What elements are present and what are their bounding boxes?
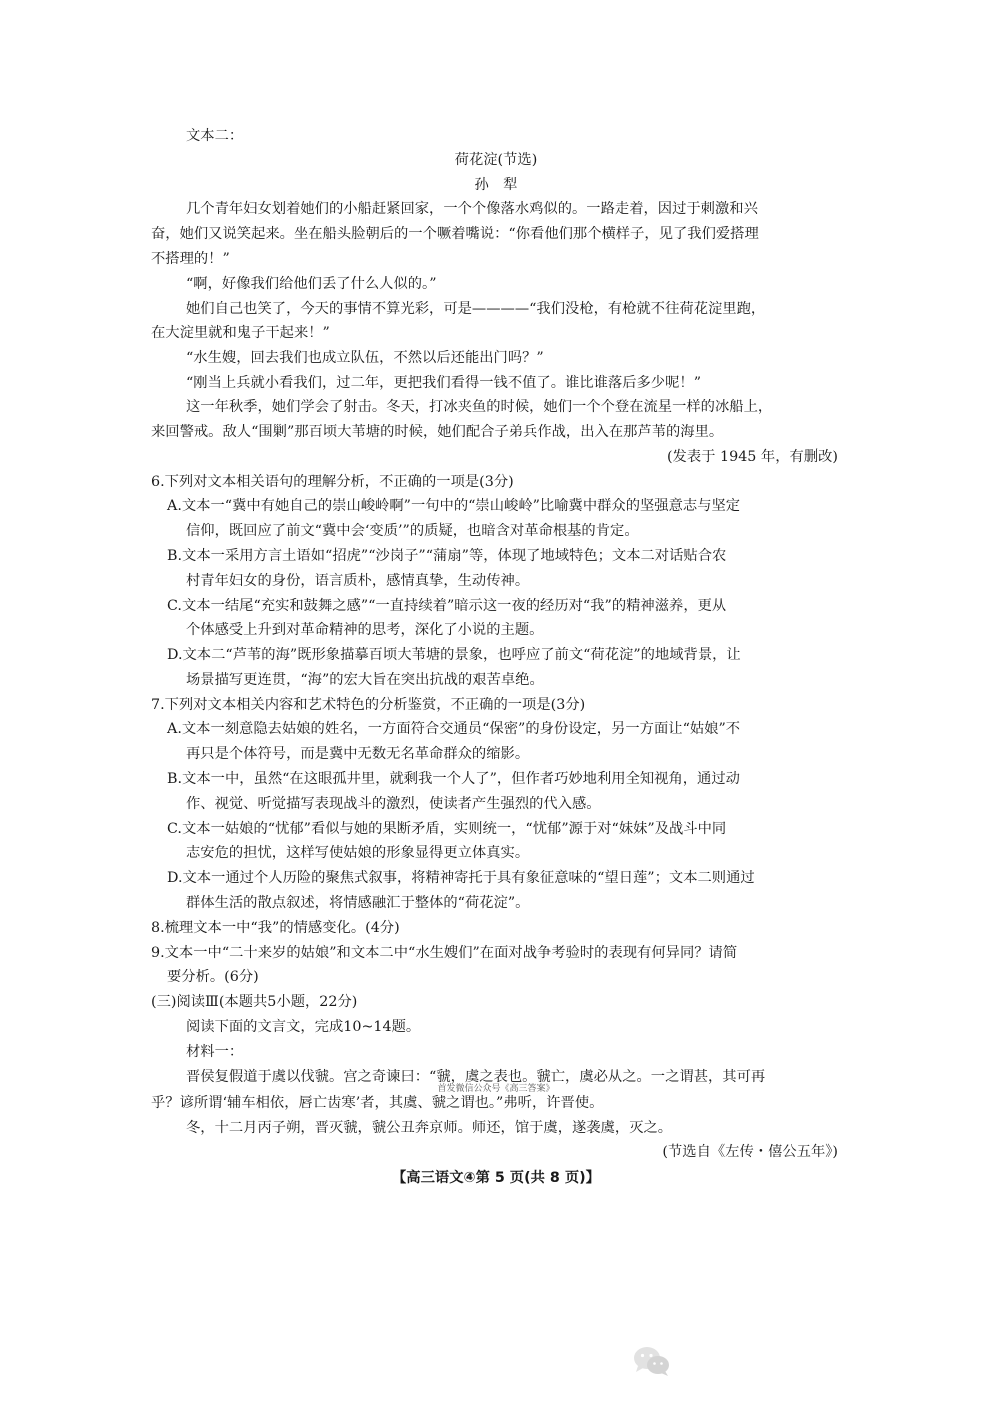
question-7-stem: 7.下列对文本相关内容和艺术特色的分析鉴赏，不正确的一项是(3分) [151, 697, 586, 713]
passage-line: “水生嫂，回去我们也成立队伍，不然以后还能出门吗？” [186, 350, 544, 366]
question-6-option-b: 村青年妇女的身份，语言质朴，感情真挚，生动传神。 [186, 573, 530, 589]
question-6-option-d: 场景描写更连贯，“海”的宏大旨在突出抗战的艰苦卓绝。 [186, 672, 544, 688]
watermark: 首发微信公众号《高三答案》 [437, 1084, 555, 1094]
question-7-option-a: 再只是个体符号，而是冀中无数无名革命群众的缩影。 [186, 746, 530, 762]
section-3-instruction: 阅读下面的文言文，完成10~14题。 [186, 1019, 421, 1035]
material-1-source: (节选自《左传・僖公五年》) [662, 1144, 838, 1160]
question-7-option-c: 志安危的担忧，这样写使姑娘的形象显得更立体真实。 [186, 845, 530, 861]
question-7-option-a: A.文本一刻意隐去姑娘的姓名，一方面符合交通员“保密”的身份设定，另一方面让“姑娘”不 [167, 721, 741, 737]
passage-line: “刚当上兵就小看我们，过二年，更把我们看得一钱不值了。谁比谁落后多少呢！” [186, 375, 702, 391]
question-9: 要分析。(6分) [167, 969, 259, 985]
classical-text-line: 冬，十二月丙子朔，晋灭虢，虢公丑奔京师。师还，馆于虞，遂袭虞，灭之。 [186, 1120, 673, 1136]
wechat-icon [632, 1344, 672, 1378]
material-1-label: 材料一： [186, 1044, 244, 1060]
question-9: 9.文本一中“二十来岁的姑娘”和文本二中“水生嫂们”在面对战争考验时的表现有何异同？请简 [151, 945, 738, 961]
question-6-option-d: D.文本二“芦苇的海”既形象描摹百顷大苇塘的景象，也呼应了前文“荷花淀”的地域背景，让 [167, 647, 741, 663]
text2-source: (发表于 1945 年，有删改) [666, 449, 838, 465]
passage-line: 她们自己也笑了，今天的事情不算光彩，可是————“我们没枪，有枪就不往荷花淀里跑， [186, 301, 766, 317]
question-6-stem: 6.下列对文本相关语句的理解分析，不正确的一项是(3分) [151, 474, 514, 490]
passage-line: 在大淀里就和鬼子干起来！” [151, 325, 330, 341]
question-8: 8.梳理文本一中“我”的情感变化。(4分) [151, 920, 400, 936]
text2-author: 孙 犁 [474, 177, 518, 193]
passage-line: 奋，她们又说笑起来。坐在船头脸朝后的一个噘着嘴说：“你看他们那个横样子，见了我们爱搭理 [151, 226, 759, 242]
question-6-option-a: 信仰，既回应了前文“冀中会‘变质’”的质疑，也暗含对革命根基的肯定。 [186, 523, 639, 539]
question-7-option-d: D.文本一通过个人历险的聚焦式叙事，将精神寄托于具有象征意味的“望日莲”；文本二则通过 [167, 870, 755, 886]
text2-title: 荷花淀(节选) [454, 152, 538, 168]
section-3-heading: (三)阅读Ⅲ(本题共5小题，22分) [151, 994, 358, 1010]
question-7-option-b: 作、视觉、听觉描写表现战斗的激烈，使读者产生强烈的代入感。 [186, 796, 601, 812]
passage-line: 几个青年妇女划着她们的小船赶紧回家，一个个像落水鸡似的。一路走着，因过于刺激和兴 [186, 201, 758, 217]
question-7-option-d: 群体生活的散点叙述，将情感融汇于整体的“荷花淀”。 [186, 895, 530, 911]
question-6-option-a: A.文本一“冀中有她自己的崇山峻岭啊”一句中的“崇山峻岭”比喻冀中群众的坚强意志与坚定 [167, 498, 741, 514]
passage-line: 不搭理的！” [151, 251, 230, 267]
passage-line: “啊，好像我们给他们丢了什么人似的。” [186, 276, 437, 292]
classical-text-line: 乎？谚所谓‘辅车相依，唇亡齿寒’者，其虞、虢之谓也。”弗听，许晋使。 [151, 1095, 604, 1111]
text2-label: 文本二： [186, 128, 244, 144]
classical-text-line: 晋侯复假道于虞以伐虢。宫之奇谏曰：“虢，虞之表也。虢亡，虞必从之。一之谓甚，其可再 [186, 1069, 766, 1085]
passage-line: 来回警戒。敌人“围剿”那百顷大苇塘的时候，她们配合子弟兵作战，出入在那芦苇的海里。 [151, 424, 724, 440]
question-7-option-b: B.文本一中，虽然“在这眼孤井里，就剩我一个人了”，但作者巧妙地利用全知视角，通过动 [167, 771, 740, 787]
page-footer: 【高三语文④第 5 页(共 8 页)】 [392, 1170, 600, 1186]
question-6-option-c: 个体感受上升到对革命精神的思考，深化了小说的主题。 [186, 622, 544, 638]
question-6-option-c: C.文本一结尾“充实和鼓舞之感”“一直持续着”暗示这一夜的经历对“我”的精神滋养，更从 [167, 598, 727, 614]
passage-line: 这一年秋季，她们学会了射击。冬天，打冰夹鱼的时候，她们一个个登在流星一样的冰船上， [186, 399, 773, 415]
question-6-option-b: B.文本一采用方言土语如“招虎”“沙岗子”“蒲扇”等，体现了地域特色；文本二对话贴合农 [167, 548, 727, 564]
question-7-option-c: C.文本一姑娘的“忧郁”看似与她的果断矛盾，实则统一，“忧郁”源于对“妹妹”及战斗中同 [167, 821, 727, 837]
